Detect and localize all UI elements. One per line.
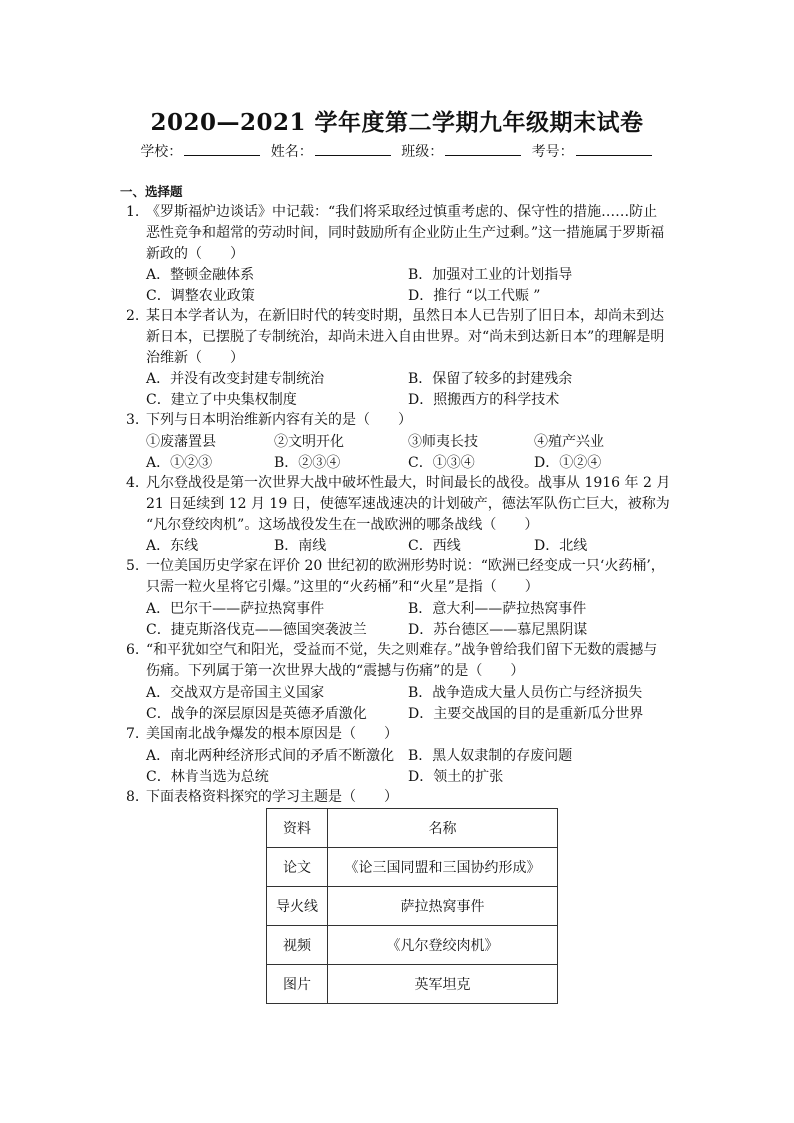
question-number: 5. (126, 558, 140, 574)
table-row (267, 848, 558, 887)
question-stem: 某日本学者认为，在新旧时代的转变时期，虽然日本人已告别了旧日本，却尚未到达新日本，已摆脱了专制统治，却尚未进入自由世界。对“尚未到达新日本”的理解是明治维新（ ） (146, 308, 665, 366)
option-a: A．①②③ (146, 455, 213, 471)
option-a: A．整顿金融体系 (146, 267, 255, 283)
table-cell: 视频 (267, 926, 328, 965)
question-6 (126, 640, 671, 682)
statement-3: ③师夷长技 (408, 434, 478, 450)
table-header-row (267, 809, 558, 848)
table-cell: 萨拉热窝事件 (328, 887, 558, 926)
exam-number-blank[interactable] (576, 144, 652, 156)
material-table (266, 808, 558, 1004)
option-a: A．东线 (146, 538, 199, 554)
question-7 (126, 724, 671, 745)
option-c: C．调整农业政策 (146, 288, 255, 304)
school-blank[interactable] (184, 144, 260, 156)
option-d: D．推行 “以工代赈 ” (408, 288, 541, 304)
question-number: 8. (126, 789, 140, 805)
question-number: 2. (126, 308, 140, 324)
question-number: 6. (126, 642, 140, 658)
option-b: B．战争造成大量人员伤亡与经济损失 (408, 685, 643, 701)
question-number: 7. (126, 726, 140, 742)
question-number: 4. (126, 475, 140, 491)
table-cell: 《论三国同盟和三国协约形成》 (328, 848, 558, 887)
statement-1: ①废藩置县 (146, 434, 216, 450)
statement-4: ④殖产兴业 (534, 434, 604, 450)
table-cell: 导火线 (267, 887, 328, 926)
class-label: 班级： (401, 144, 444, 160)
table-cell: 《凡尔登绞肉机》 (328, 926, 558, 965)
option-a: A．交战双方是帝国主义国家 (146, 685, 325, 701)
option-c: C．西线 (408, 538, 461, 554)
question-2 (126, 306, 671, 369)
table-row (267, 926, 558, 965)
option-d: D．①②④ (534, 455, 602, 471)
option-c: C．林肯当选为总统 (146, 769, 269, 785)
question-stem: 凡尔登战役是第一次世界大战中破坏性最大，时间最长的战役。战事从 1916 年 2 月21 日延续到 12 月 19 日，使德军速战速决的计划破产，德法军队伤亡巨大，被称为 “凡尔登绞肉机”。这场战役发生在一战欧洲的哪条战线（ ） (146, 475, 671, 533)
school-label: 学校： (140, 144, 183, 160)
question-4 (126, 473, 671, 536)
table-cell: 图片 (267, 965, 328, 1004)
table-row (267, 887, 558, 926)
table-row (267, 965, 558, 1004)
question-3 (126, 410, 671, 431)
name-blank[interactable] (315, 144, 391, 156)
table-cell: 英军坦克 (328, 965, 558, 1004)
question-stem: 下面表格资料探究的学习主题是（ ） (146, 789, 398, 805)
table-cell: 论文 (267, 848, 328, 887)
statement-2: ②文明开化 (274, 434, 344, 450)
question-8 (126, 787, 671, 808)
question-stem: 下列与日本明治维新内容有关的是（ ） (146, 412, 412, 428)
question-stem: 美国南北战争爆发的根本原因是（ ） (146, 726, 398, 742)
table-header-cell: 资料 (267, 809, 328, 848)
option-d: D．领土的扩张 (408, 769, 504, 785)
option-b: B．意大利——萨拉热窝事件 (408, 601, 587, 617)
exam-number-label: 考号： (531, 144, 574, 160)
table-header-cell: 名称 (328, 809, 558, 848)
question-stem: 一位美国历史学家在评价 20 世纪初的欧洲形势时说：“欧洲已经变成一只‘火药桶’，只需一粒火星将它引爆。”这里的“火药桶”和“火星”是指（ ） (146, 558, 665, 595)
option-a: A．巴尔干——萨拉热窝事件 (146, 601, 325, 617)
name-label: 姓名： (270, 144, 313, 160)
option-b: B．南线 (274, 538, 327, 554)
option-a: A．南北两种经济形式间的矛盾不断激化 (146, 748, 395, 764)
question-number: 3. (126, 412, 140, 428)
option-d: D．苏台德区——慕尼黑阴谋 (408, 622, 588, 638)
option-a: A．并没有改变封建专制统治 (146, 371, 325, 387)
exam-title: 2020—2021 学年度第二学期九年级期末试卷 (150, 109, 644, 136)
option-c: C．战争的深层原因是英德矛盾激化 (146, 706, 367, 722)
question-stem: 《罗斯福炉边谈话》中记载：“我们将采取经过慎重考虑的、保守性的措施……防止恶性竞争和超常的劳动时间，同时鼓励所有企业防止生产过剩。”这一措施属于罗斯福新政的（ ） (146, 204, 665, 262)
option-b: B．加强对工业的计划指导 (408, 267, 573, 283)
class-blank[interactable] (445, 144, 521, 156)
question-1 (126, 202, 671, 265)
option-c: C．捷克斯洛伐克——德国突袭波兰 (146, 622, 367, 638)
option-d: D．照搬西方的科学技术 (408, 392, 560, 408)
question-stem: “和平犹如空气和阳光，受益而不觉，失之则难存。”战争曾给我们留下无数的震撼与伤痛。下列属于第一次世界大战的“震撼与伤痛”的是（ ） (146, 642, 658, 679)
option-d: D．北线 (534, 538, 588, 554)
option-c: C．①③④ (408, 455, 475, 471)
student-info-line (0, 141, 794, 161)
option-d: D．主要交战国的目的是重新瓜分世界 (408, 706, 644, 722)
option-b: B．②③④ (274, 455, 341, 471)
question-5 (126, 556, 671, 598)
option-b: B．保留了较多的封建残余 (408, 371, 573, 387)
option-c: C．建立了中央集权制度 (146, 392, 297, 408)
question-number: 1. (126, 204, 140, 220)
section-heading: 一、选择题 (120, 184, 183, 199)
option-b: B．黑人奴隶制的存废问题 (408, 748, 573, 764)
